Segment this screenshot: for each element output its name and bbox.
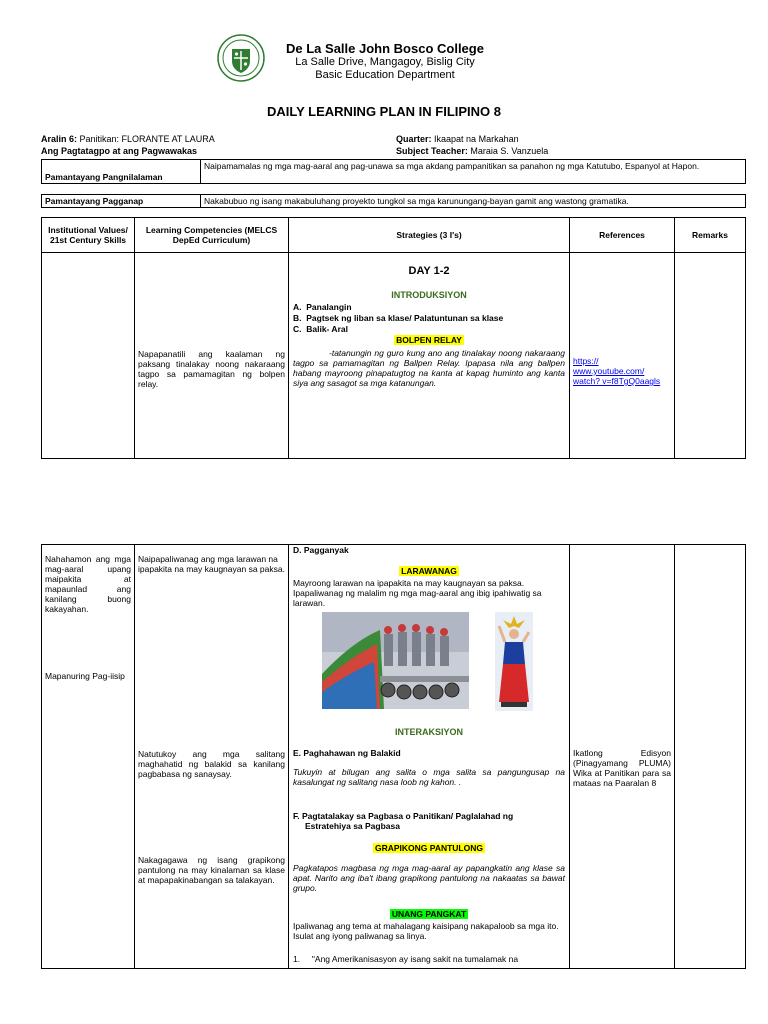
quarter-label: Quarter: [396, 134, 432, 144]
intro-item-a: A. Panalangin [293, 302, 352, 312]
values-cell-2 [42, 545, 135, 969]
values-text-2: Mapanuring Pag-iisip [45, 671, 125, 681]
strategy-cell-2 [289, 545, 570, 969]
school-department: Basic Education Department [315, 69, 455, 81]
strategy-cell-1 [289, 253, 570, 459]
header-remarks: Remarks [675, 218, 746, 253]
aralin-label: Aralin 6: [41, 134, 78, 144]
pagganyak-heading: D. Pagganyak [293, 545, 349, 555]
unang-pangkat-wrap [289, 909, 569, 919]
values-cell-1 [42, 253, 135, 459]
aralin-line [41, 134, 215, 144]
teacher-label: Subject Teacher: [396, 146, 468, 156]
performance-standard-table [41, 194, 746, 208]
pagtatalakay-heading: F. Pagtatalakay sa Pagbasa o Panitikan/ Paglalahad ng Estratehiya sa Pagbasa [293, 811, 514, 831]
competency-cell-1 [135, 253, 289, 459]
intro-item-b: B. Pagtsek ng liban sa klase/ Palatuntunan sa klase [293, 313, 504, 323]
intro-item-c: C. Balik- Aral [293, 324, 348, 334]
content-standard-value: Naipamamalas ng mga mag-aaral ang pag-unawa sa mga akdang pampanitikan sa panahon ng mga Katutubo, Espanyol at Hapon. [201, 160, 746, 184]
bolpen-relay-desc: -tatanungin ng guro kung ano ang tinalakay noong nakaraang tagpo sa pamamagitan ng Ballpen Relay. Ipapasa nila ang ballpen habang mayroong pinapatugtog na kanta at kapag huminto ang kanta siya ang sasagot sa mga katanungan. [293, 348, 565, 388]
header-values: Institutional Values/ 21st Century Skills [42, 218, 135, 253]
intro-item-c-text: Balik- Aral [306, 324, 348, 334]
intro-item-b-text: Pagtsek ng liban sa klase/ Palatuntunan sa klase [306, 313, 504, 323]
figure-image [495, 612, 533, 711]
unang-pangkat-label: UNANG PANGKAT [391, 909, 467, 919]
competency-text-3: Nakagagawa ng isang grapikong pantulong na may kinalaman sa klase at mapapakinabangan sa talakayan. [138, 855, 285, 885]
reference-cell-1 [570, 253, 675, 459]
lesson-table-2 [41, 544, 746, 969]
header-strategies: Strategies (3 I's) [289, 218, 570, 253]
grapikong-desc: Pagkatapos magbasa ng mga mag-aaral ay papangkatin ang klase sa apat. Narito ang iba't ibang grapikong pantulong na nakaatas sa bawat grupo. [293, 863, 565, 893]
quarter-line [396, 134, 519, 144]
interaksiyon-heading: INTERAKSIYON [394, 727, 463, 737]
day-label: DAY 1-2 [408, 265, 450, 277]
performance-standard-label: Pamantayang Pagganap [42, 195, 201, 208]
book-reference: Ikatlong Edisyon (Pinagyamang PLUMA) Wika at Panitikan para sa mataas na Paaralan 8 [573, 748, 671, 788]
values-text-1: Nahahamon ang mga mag-aaral upang maipakita at mapaunlad ang kanilang buong kakayahan. [45, 554, 131, 614]
competency-text: Napapanatili ang kaalaman ng paksang tinalakay noong nakaraang tagpo sa pamamagitan ng bolpen relay. [138, 349, 285, 389]
grapikong-wrap [289, 843, 569, 853]
school-address: La Salle Drive, Mangagoy, Bislig City [295, 56, 475, 68]
header-references: References [570, 218, 675, 253]
lesson-table-1 [41, 217, 746, 459]
content-standard-table [41, 159, 746, 184]
larawanag-wrap [289, 566, 569, 576]
balakid-heading: E. Paghahawan ng Balakid [293, 748, 401, 758]
remarks-cell-1 [675, 253, 746, 459]
larawanag-label: LARAWANAG [401, 566, 457, 576]
unang-pangkat-desc: Ipaliwanag ang tema at mahalagang kaisipang nakapaloob sa mga ito. Isulat ang iyong paliwanag sa linya. [293, 921, 559, 941]
teacher-line [396, 146, 548, 156]
aralin-value: Panitikan: FLORANTE AT LAURA [79, 134, 215, 144]
reference-cell-2 [570, 545, 675, 969]
school-name: De La Salle John Bosco College [286, 41, 484, 56]
bolpen-relay-label: BOLPEN RELAY [396, 335, 462, 345]
bolpen-relay-wrap [289, 335, 569, 345]
plan-title: DAILY LEARNING PLAN IN FILIPINO 8 [266, 104, 502, 119]
topic-line: Ang Pagtatagpo at ang Pagwawakas [41, 146, 198, 156]
painting-image [322, 612, 469, 709]
content-standard-label: Pamantayang Pangnilalaman [42, 160, 201, 184]
competency-text-1: Naipapaliwanag ang mga larawan na ipapakita na may kaugnayan sa paksa. [138, 554, 285, 574]
item-1: 1. "Ang Amerikanisasyon ay isang sakit na tumalamak na [293, 954, 519, 964]
intro-heading: INTRODUKSIYON [391, 290, 467, 300]
quarter-value: Ikaapat na Markahan [434, 134, 519, 144]
teacher-value: Maraia S. Vanzuela [470, 146, 549, 156]
performance-standard-value: Nakabubuo ng isang makabuluhang proyekto tungkol sa mga karunungang-bayan gamit ang wastong gramatika. [201, 195, 746, 208]
balakid-desc: Tukuyin at bilugan ang salita o mga salita sa pangungusap na kasalungat ng salitang nasa loob ng kahon. . [293, 767, 565, 787]
intro-item-a-text: Panalangin [306, 302, 352, 312]
competency-cell-2 [135, 545, 289, 969]
header-competencies: Learning Competencies (MELCS DepEd Curriculum) [135, 218, 289, 253]
remarks-cell-2 [675, 545, 746, 969]
competency-text-2: Natutukoy ang mga salitang maghahatid ng balakid sa kanilang pagbabasa ng sanaysay. [138, 749, 285, 779]
youtube-link[interactable]: https:// www.youtube.com/ watch? v=f8TgQ0aagls [573, 356, 661, 386]
larawanag-desc: Mayroong larawan na ipapakita na may kaugnayan sa paksa. Ipapaliwanag ng malalim ng mga mag-aaral ang ibig ipahiwatig sa larawan. [293, 578, 542, 608]
grapikong-label: GRAPIKONG PANTULONG [375, 843, 483, 853]
